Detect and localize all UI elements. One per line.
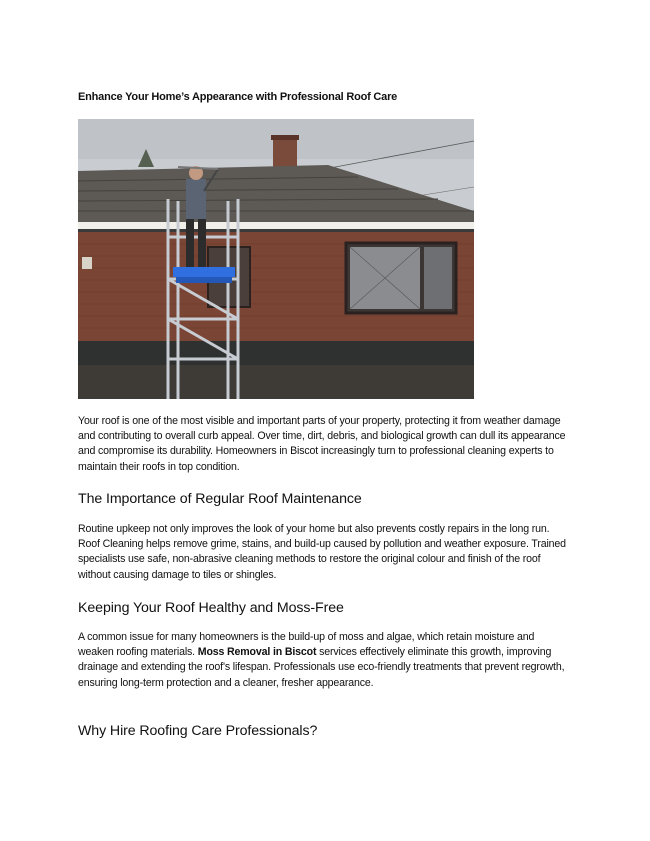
section-heading-moss: Keeping Your Roof Healthy and Moss-Free (78, 600, 344, 616)
roof-cleaning-photo (78, 119, 474, 399)
article-title: Enhance Your Home’s Appearance with Professional Roof Care (78, 91, 398, 103)
section-heading-professionals: Why Hire Roofing Care Professionals? (78, 723, 318, 739)
moss-paragraph-text-continued: services effectively eliminate this growth, improving drainage and extending the roof's lifespan. Professionals use eco-friendly treatments that prevent regrowth, ensuring long-term protection and a cleaner, fresher appearance. (78, 646, 565, 689)
moss-paragraph-text: A common issue for many homeowners is the build-up of moss and algae, which retain moisture and weaken roofing materials. (78, 631, 535, 659)
moss-removal-link-text: Moss Removal in Biscot (197, 646, 317, 659)
intro-paragraph: Your roof is one of the most visible and important parts of your property, protecting it from weather damage and contributing to overall curb appeal. Over time, dirt, debris, and biological growth can dull its appearance and compromise its durability. Homeowners in Biscot increasingly turn to professional cleaning experts to maintain their roofs in top condition. (78, 415, 566, 473)
section-heading-maintenance: The Importance of Regular Roof Maintenance (78, 491, 362, 507)
moss-paragraph (78, 630, 568, 691)
maintenance-paragraph: Routine upkeep not only improves the look of your home but also prevents costly repairs in the long run. Roof Cleaning helps remove grime, stains, and build-up caused by pollution and weather exposure. Trained specialists use safe, non-abrasive cleaning methods to restore the original colour and finish of the roof without causing damage to tiles or shingles. (78, 523, 566, 581)
